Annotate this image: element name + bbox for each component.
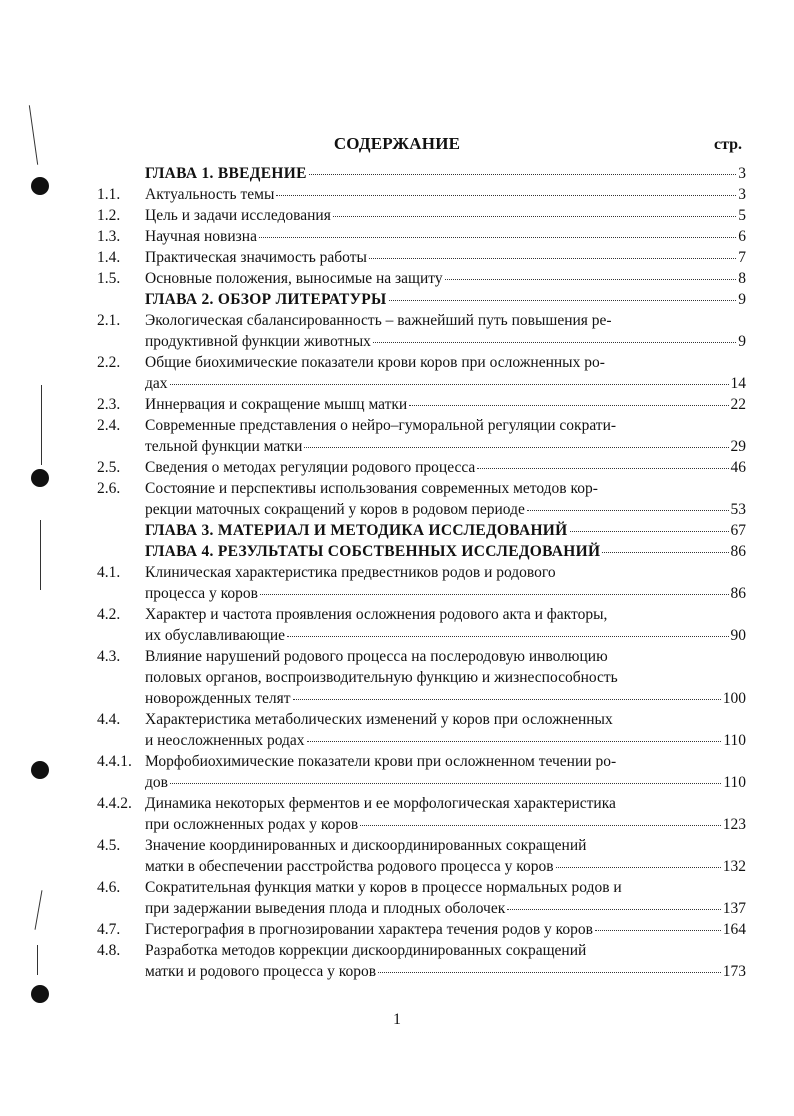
toc-entry-leader-line <box>145 814 746 835</box>
dot-leader <box>276 195 736 196</box>
toc-entry-number: 2.2. <box>97 354 121 371</box>
margin-mark <box>41 385 42 465</box>
toc-entry-number: 4.1. <box>97 564 121 581</box>
toc-entry-leader-line <box>145 163 746 184</box>
toc-entry-text: Характеристика метаболических изменений у коров при осложненных <box>145 711 613 728</box>
toc-entry-page: 86 <box>730 585 746 602</box>
toc-entry-number: 4.4.1. <box>97 753 132 770</box>
toc-entry-line <box>0 562 794 583</box>
toc-entry-text: Научная новизна <box>145 228 257 245</box>
toc-entry-leader-line <box>145 541 746 562</box>
toc-entry-text: при осложненных родах у коров <box>145 816 359 833</box>
toc-entry-text: рекции маточных сокращений у коров в родовом периоде <box>145 501 525 518</box>
toc-entry-text: при задержании выведения плода и плодных оболочек <box>145 900 506 917</box>
toc-entry-leader-line <box>145 730 746 751</box>
toc-entry-line <box>0 814 794 835</box>
dot-leader <box>378 972 721 973</box>
dot-leader <box>333 216 736 217</box>
dot-leader <box>389 300 737 301</box>
toc-entry-text: Динамика некоторых ферментов и ее морфологическая характеристика <box>145 795 616 812</box>
toc-title: СОДЕРЖАНИЕ <box>333 134 461 153</box>
toc-entry-text: продуктивной функции животных <box>145 333 371 350</box>
toc-entry-text: Актуальность темы <box>145 186 275 203</box>
toc-entry-line <box>0 268 794 289</box>
toc-entry-line <box>0 919 794 940</box>
toc-entry-line <box>0 163 794 184</box>
toc-entry-line <box>0 457 794 478</box>
toc-entry-leader-line <box>145 226 746 247</box>
toc-entry-line <box>0 499 794 520</box>
toc-entry-number: 1.1. <box>97 186 121 203</box>
page-column-label: стр. <box>714 136 743 153</box>
toc-entry-line <box>0 961 794 982</box>
toc-entry-leader-line <box>145 373 746 394</box>
toc-entry-text: Клиническая характеристика предвестников родов и родового <box>145 564 556 581</box>
toc-entry-number: 4.2. <box>97 606 121 623</box>
toc-entry-page: 173 <box>722 963 746 980</box>
toc-entry-leader-line <box>145 268 746 289</box>
toc-entry-line <box>0 226 794 247</box>
toc-entry-text: матки в обеспечении расстройства родового процесса у коров <box>145 858 554 875</box>
toc-entry-line <box>0 478 794 499</box>
toc-entry-line <box>0 352 794 373</box>
toc-entry-text: Сократительная функция матки у коров в процессе нормальных родов и <box>145 879 622 896</box>
toc-entry-line <box>0 877 794 898</box>
toc-entry-number: 1.4. <box>97 249 121 266</box>
toc-entry-text: Морфобиохимические показатели крови при осложненном течении ро- <box>145 753 617 770</box>
toc-entry-page: 7 <box>738 249 746 266</box>
toc-entry-text: их обуславливающие <box>145 627 286 644</box>
dot-leader <box>293 699 721 700</box>
toc-entry-leader-line <box>145 688 746 709</box>
toc-entry-text: половых органов, воспроизводительную функцию и жизнеспособность <box>145 669 618 686</box>
dot-leader <box>287 636 728 637</box>
dot-leader <box>507 909 721 910</box>
toc-entry-text: дах <box>145 375 168 392</box>
toc-entry-page: 137 <box>722 900 746 917</box>
toc-entry-page: 6 <box>738 228 746 245</box>
toc-entry-line <box>0 541 794 562</box>
toc-entry-page: 14 <box>730 375 746 392</box>
dot-leader <box>260 594 729 595</box>
toc-entry-text: Гистерография в прогнозировании характера течения родов у коров <box>145 921 593 938</box>
toc-entry-page: 9 <box>738 291 746 308</box>
toc-entry-leader-line <box>145 247 746 268</box>
toc-entry-page: 110 <box>723 774 746 791</box>
toc-entry-leader-line <box>145 961 746 982</box>
toc-entry-leader-line <box>145 919 746 940</box>
toc-entry-leader-line <box>145 583 746 604</box>
toc-entry-line <box>0 289 794 310</box>
toc-entry-page: 132 <box>722 858 746 875</box>
binder-hole <box>31 177 49 195</box>
toc-entry-leader-line <box>145 436 746 457</box>
toc-entry-number: 2.6. <box>97 480 121 497</box>
toc-entry-number: 4.8. <box>97 942 121 959</box>
toc-entry-text: и неосложненных родах <box>145 732 305 749</box>
toc-entry-number: 4.3. <box>97 648 121 665</box>
toc-entry-text: ГЛАВА 2. ОБЗОР ЛИТЕРАТУРЫ <box>145 291 387 308</box>
margin-mark <box>40 520 41 590</box>
toc-entry-leader-line <box>145 520 746 541</box>
toc-entry-line <box>0 331 794 352</box>
dot-leader <box>602 552 728 553</box>
toc-entry-page: 86 <box>730 543 746 560</box>
toc-entry-page: 110 <box>723 732 746 749</box>
toc-entry-line <box>0 646 794 667</box>
toc-entry-line <box>0 520 794 541</box>
toc-entry-text: Практическая значимость работы <box>145 249 367 266</box>
dot-leader <box>477 468 728 469</box>
toc-entry-text: Разработка методов коррекции дискоординированных сокращений <box>145 942 587 959</box>
toc-entry-number: 1.2. <box>97 207 121 224</box>
page-number: 1 <box>393 1011 401 1028</box>
margin-mark <box>37 945 38 975</box>
dot-leader <box>570 531 729 532</box>
toc-entry-text: Основные положения, выносимые на защиту <box>145 270 443 287</box>
toc-entry-number: 1.5. <box>97 270 121 287</box>
dot-leader <box>170 384 729 385</box>
toc-entry-number: 4.7. <box>97 921 121 938</box>
toc-entry-line <box>0 583 794 604</box>
toc-entry-text: ГЛАВА 4. РЕЗУЛЬТАТЫ СОБСТВЕННЫХ ИССЛЕДОВАНИЙ <box>145 543 601 560</box>
toc-entry-leader-line <box>145 499 746 520</box>
toc-entry-page: 53 <box>730 501 746 518</box>
toc-entry-leader-line <box>145 184 746 205</box>
toc-entry-text: дов <box>145 774 168 791</box>
toc-entry-text: новорожденных телят <box>145 690 291 707</box>
dot-leader <box>595 930 721 931</box>
dot-leader <box>307 741 722 742</box>
dot-leader <box>409 405 728 406</box>
toc-entry-text: Экологическая сбалансированность – важнейший путь повышения ре- <box>145 312 612 329</box>
toc-entry-number: 4.4.2. <box>97 795 132 812</box>
toc-entry-page: 3 <box>738 186 746 203</box>
toc-entry-text: Цель и задачи исследования <box>145 207 331 224</box>
dot-leader <box>259 237 736 238</box>
toc-entry-line <box>0 709 794 730</box>
toc-entry-line <box>0 184 794 205</box>
dot-leader <box>170 783 721 784</box>
toc-entry-leader-line <box>145 394 746 415</box>
toc-entry-leader-line <box>145 625 746 646</box>
toc-entry-text: ГЛАВА 1. ВВЕДЕНИЕ <box>145 165 307 182</box>
toc-entry-text: Состояние и перспективы использования современных методов кор- <box>145 480 598 497</box>
toc-entry-page: 3 <box>738 165 746 182</box>
toc-entry-page: 5 <box>738 207 746 224</box>
binder-hole <box>31 985 49 1003</box>
toc-entry-leader-line <box>145 898 746 919</box>
dot-leader <box>304 447 728 448</box>
binder-hole <box>31 761 49 779</box>
toc-entry-text: Общие биохимические показатели крови коров при осложненных ро- <box>145 354 605 371</box>
toc-entry-line <box>0 436 794 457</box>
toc-entry-page: 100 <box>722 690 746 707</box>
dot-leader <box>373 342 736 343</box>
toc-entry-leader-line <box>145 772 746 793</box>
toc-entry-page: 22 <box>730 396 746 413</box>
toc-entry-line <box>0 730 794 751</box>
toc-entry-page: 9 <box>738 333 746 350</box>
toc-entry-line <box>0 604 794 625</box>
toc-entry-leader-line <box>145 289 746 310</box>
toc-entry-page: 123 <box>722 816 746 833</box>
toc-entry-page: 67 <box>730 522 746 539</box>
toc-entry-line <box>0 205 794 226</box>
toc-entry-text: Влияние нарушений родового процесса на послеродовую инволюцию <box>145 648 608 665</box>
toc-entry-text: Современные представления о нейро–гуморальной регуляции сократи- <box>145 417 617 434</box>
toc-entry-leader-line <box>145 331 746 352</box>
toc-entry-number: 2.4. <box>97 417 121 434</box>
toc-entry-line <box>0 625 794 646</box>
toc-entry-number: 2.1. <box>97 312 121 329</box>
toc-entry-number: 4.6. <box>97 879 121 896</box>
toc-entry-line <box>0 772 794 793</box>
toc-entry-line <box>0 373 794 394</box>
toc-entry-page: 29 <box>730 438 746 455</box>
toc-entry-line <box>0 898 794 919</box>
toc-entry-text: Значение координированных и дискоординированных сокращений <box>145 837 587 854</box>
dot-leader <box>527 510 729 511</box>
toc-entry-line <box>0 688 794 709</box>
toc-entry-line <box>0 940 794 961</box>
dot-leader <box>556 867 721 868</box>
toc-entry-leader-line <box>145 205 746 226</box>
dot-leader <box>360 825 721 826</box>
toc-entry-line <box>0 751 794 772</box>
toc-entry-leader-line <box>145 457 746 478</box>
toc-entry-leader-line <box>145 856 746 877</box>
toc-entry-line <box>0 793 794 814</box>
toc-entry-line <box>0 667 794 688</box>
dot-leader <box>445 279 737 280</box>
toc-entry-number: 2.5. <box>97 459 121 476</box>
toc-entry-text: матки и родового процесса у коров <box>145 963 377 980</box>
toc-entry-page: 46 <box>730 459 746 476</box>
toc-entry-text: тельной функции матки <box>145 438 303 455</box>
toc-entry-page: 164 <box>722 921 746 938</box>
toc-entry-number: 2.3. <box>97 396 121 413</box>
dot-leader <box>369 258 736 259</box>
toc-entry-page: 8 <box>738 270 746 287</box>
toc-entry-line <box>0 394 794 415</box>
toc-entry-text: процесса у коров <box>145 585 258 602</box>
toc-entry-text: Характер и частота проявления осложнения родового акта и факторы, <box>145 606 608 623</box>
toc-entry-line <box>0 415 794 436</box>
table-of-contents <box>0 163 794 982</box>
toc-entry-line <box>0 247 794 268</box>
dot-leader <box>309 174 736 175</box>
toc-entry-text: Сведения о методах регуляции родового процесса <box>145 459 476 476</box>
toc-entry-number: 4.5. <box>97 837 121 854</box>
toc-entry-number: 1.3. <box>97 228 121 245</box>
binder-hole <box>31 469 49 487</box>
toc-entry-number: 4.4. <box>97 711 121 728</box>
toc-entry-text: Иннервация и сокращение мышц матки <box>145 396 408 413</box>
toc-entry-page: 90 <box>730 627 746 644</box>
toc-entry-text: ГЛАВА 3. МАТЕРИАЛ И МЕТОДИКА ИССЛЕДОВАНИЙ <box>145 522 568 539</box>
toc-entry-line <box>0 310 794 331</box>
toc-entry-line <box>0 835 794 856</box>
toc-entry-line <box>0 856 794 877</box>
